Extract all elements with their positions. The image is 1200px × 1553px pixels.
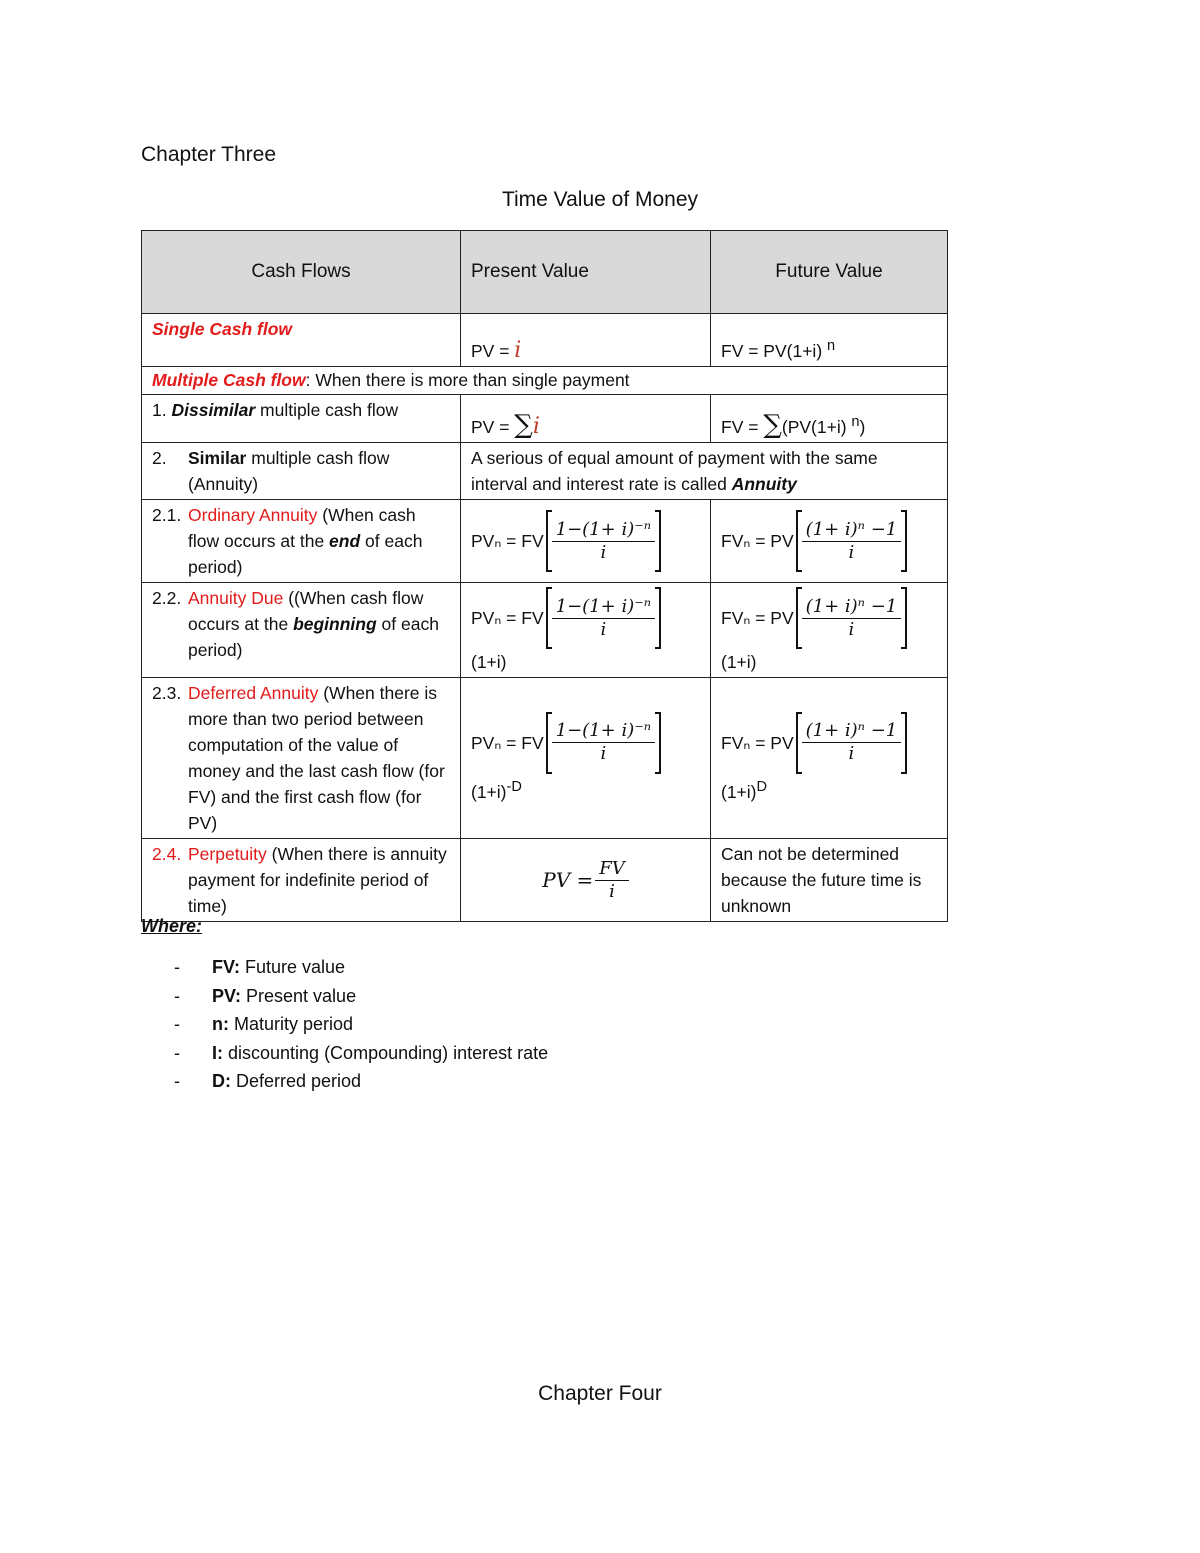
fv-due-numerator: (1+ i)ⁿ −1 [802,596,902,619]
pv-deferred-denominator: i [600,743,607,765]
multiple-cash-flow-desc: : When there is more than single payment [305,370,630,390]
similar-rest: multiple cash flow [246,448,390,468]
fv-deferred-multiplier: (1+i) [721,781,757,802]
pv-ordinary [461,500,711,583]
definition-text: Present value [241,985,357,1006]
due-rest2: of each period) [188,614,439,660]
bracket-icon [796,712,908,774]
similar-desc-text: A serious of equal amount of payment with the same interval and interest rate is called [471,448,878,494]
pv-deferred-multiplier: (1+i) [471,781,507,802]
pv-dissimilar [461,395,711,443]
list-item [170,957,548,986]
bracket-icon [546,587,661,649]
row-label-deferred [142,678,461,839]
list-item [170,1014,548,1043]
fv-due-denominator: i [848,618,855,640]
table-row [142,367,948,395]
table-row [142,500,948,583]
pv-perpetuity-numerator: FV [595,858,629,881]
list-item [170,1043,548,1072]
list-item [170,986,548,1015]
fv-due-prefix: FVₙ = PV [721,608,794,628]
dash-icon: - [174,957,180,977]
fv-single-formula: FV = PV(1+i) [721,341,828,361]
table-row [142,678,948,839]
definition-text: discounting (Compounding) interest rate [223,1042,549,1063]
pv-due [461,583,711,678]
pv-due-denominator: i [600,618,607,640]
definition-key: PV: [212,985,242,1006]
pv-single-symbol: i [514,338,522,363]
bracket-icon [546,712,661,774]
dash-icon: - [174,1014,180,1034]
pv-due-prefix: PVₙ = FV [471,608,544,628]
row-label-dissimilar [142,395,461,443]
fv-ordinary-numerator: (1+ i)ⁿ −1 [802,519,902,542]
ordinary-rest1: (When cash flow occurs at the [188,505,416,551]
header-cash-flows: Cash Flows [142,231,461,314]
due-label: Annuity Due [188,588,284,608]
similar-desc-bold: Annuity [731,474,797,494]
header-present-value: Present Value [461,231,711,314]
pv-ordinary-denominator: i [600,541,607,563]
row-multiple [142,367,948,395]
definition-key: D: [212,1071,231,1091]
definition-key: FV: [212,957,241,977]
pv-deferred [461,678,711,839]
definition-text: Deferred period [231,1071,362,1091]
dash-icon: - [174,1071,180,1091]
pv-perpetuity-lhs: PV = [542,868,594,892]
fv-dissimilar-prefix: FV = [721,417,764,437]
fv-deferred-numerator: (1+ i)ⁿ −1 [802,720,902,743]
deferred-num: 2.3. [152,683,182,703]
pv-perpetuity-denominator: i [609,880,615,902]
table-row [142,839,948,922]
fv-deferred-multiplier-sup: D [756,778,768,795]
pv-deferred-prefix: PVₙ = FV [471,732,544,753]
definition-text: Future value [240,957,346,977]
fv-ordinary-denominator: i [848,541,855,563]
similar-line2: (Annuity) [188,474,259,494]
similar-description [461,443,948,500]
fv-perpetuity: Can not be determined because the future time is unknown [711,839,948,922]
ordinary-num: 2.1. [152,505,182,525]
row-label-due [142,583,461,678]
deferred-label: Deferred Annuity [188,683,319,703]
fv-single-sup: n [827,338,836,355]
ordinary-rest2: of each period) [188,531,423,577]
next-chapter-title: Chapter Four [538,1382,662,1405]
single-cash-flow-label: Single Cash flow [152,319,293,339]
pv-perpetuity [461,839,711,922]
row-label-perpetuity [142,839,461,922]
pv-due-numerator: 1−(1+ i)⁻ⁿ [552,596,655,619]
sigma-icon: ∑ [514,410,533,440]
table-row [142,443,948,500]
table-row [142,314,948,367]
where-heading: Where: [141,916,203,936]
table-row [142,583,948,678]
table-header-row [142,231,948,314]
dissimilar-bold: Dissimilar [171,400,256,420]
fv-dissimilar [711,395,948,443]
pv-single-prefix: PV = [471,341,515,361]
fv-due [711,583,948,678]
perpetuity-label: Perpetuity [188,844,267,864]
similar-bold: Similar [188,448,247,468]
pv-single [461,314,711,367]
ordinary-em: end [329,531,361,551]
bracket-icon [796,587,908,649]
bracket-icon [796,510,908,572]
ordinary-label: Ordinary Annuity [188,505,318,525]
dash-icon: - [174,1042,180,1063]
sigma-icon: ∑ [763,410,782,440]
header-future-value: Future Value [711,231,948,314]
pv-ordinary-numerator: 1−(1+ i)⁻ⁿ [552,519,655,542]
chapter-title: Chapter Three [141,143,277,166]
pv-deferred-multiplier-sup: -D [506,778,522,795]
fv-deferred-denominator: i [848,743,855,765]
fv-deferred [711,678,948,839]
fv-due-multiplier: (1+i) [721,652,757,672]
definition-key: I: [212,1042,223,1063]
definitions-list [170,957,548,1100]
dash-icon: - [174,985,180,1006]
pv-dissimilar-prefix: PV = [471,417,515,437]
definition-key: n: [212,1014,229,1034]
pv-ordinary-prefix: PVₙ = FV [471,531,544,551]
table-row [142,395,948,443]
row-label-ordinary [142,500,461,583]
dissimilar-num: 1. [152,400,167,420]
perpetuity-rest: (When there is annuity payment for indefinite period of time) [188,844,447,916]
fv-ordinary-prefix: FVₙ = PV [721,531,794,551]
fv-dissimilar-sup: n [851,414,860,431]
bracket-icon [546,510,661,572]
multiple-cash-flow-label: Multiple Cash flow [152,370,306,390]
due-rest1: ((When cash flow occurs at the [188,588,424,634]
row-label-single [142,314,461,367]
fv-deferred-prefix: FVₙ = PV [721,732,794,753]
time-value-table [141,230,948,922]
dissimilar-rest: multiple cash flow [255,400,399,420]
pv-deferred-numerator: 1−(1+ i)⁻ⁿ [552,720,655,743]
fv-single [711,314,948,367]
fv-dissimilar-body: (PV(1+i) [781,417,852,437]
pv-due-multiplier: (1+i) [471,652,507,672]
due-em: beginning [293,614,377,634]
list-item [170,1071,548,1100]
similar-num: 2. [152,448,167,468]
definition-text: Maturity period [229,1014,354,1034]
due-num: 2.2. [152,588,182,608]
row-label-similar [142,443,461,500]
deferred-rest: (When there is more than two period between computation of the value of money and the last cash flow (for FV) and the first cash flow (for PV) [188,683,445,833]
document-title: Time Value of Money [501,188,699,211]
pv-dissimilar-symbol: i [532,414,540,439]
fv-ordinary [711,500,948,583]
perpetuity-num: 2.4. [152,844,182,864]
fv-dissimilar-end: ) [859,417,866,437]
